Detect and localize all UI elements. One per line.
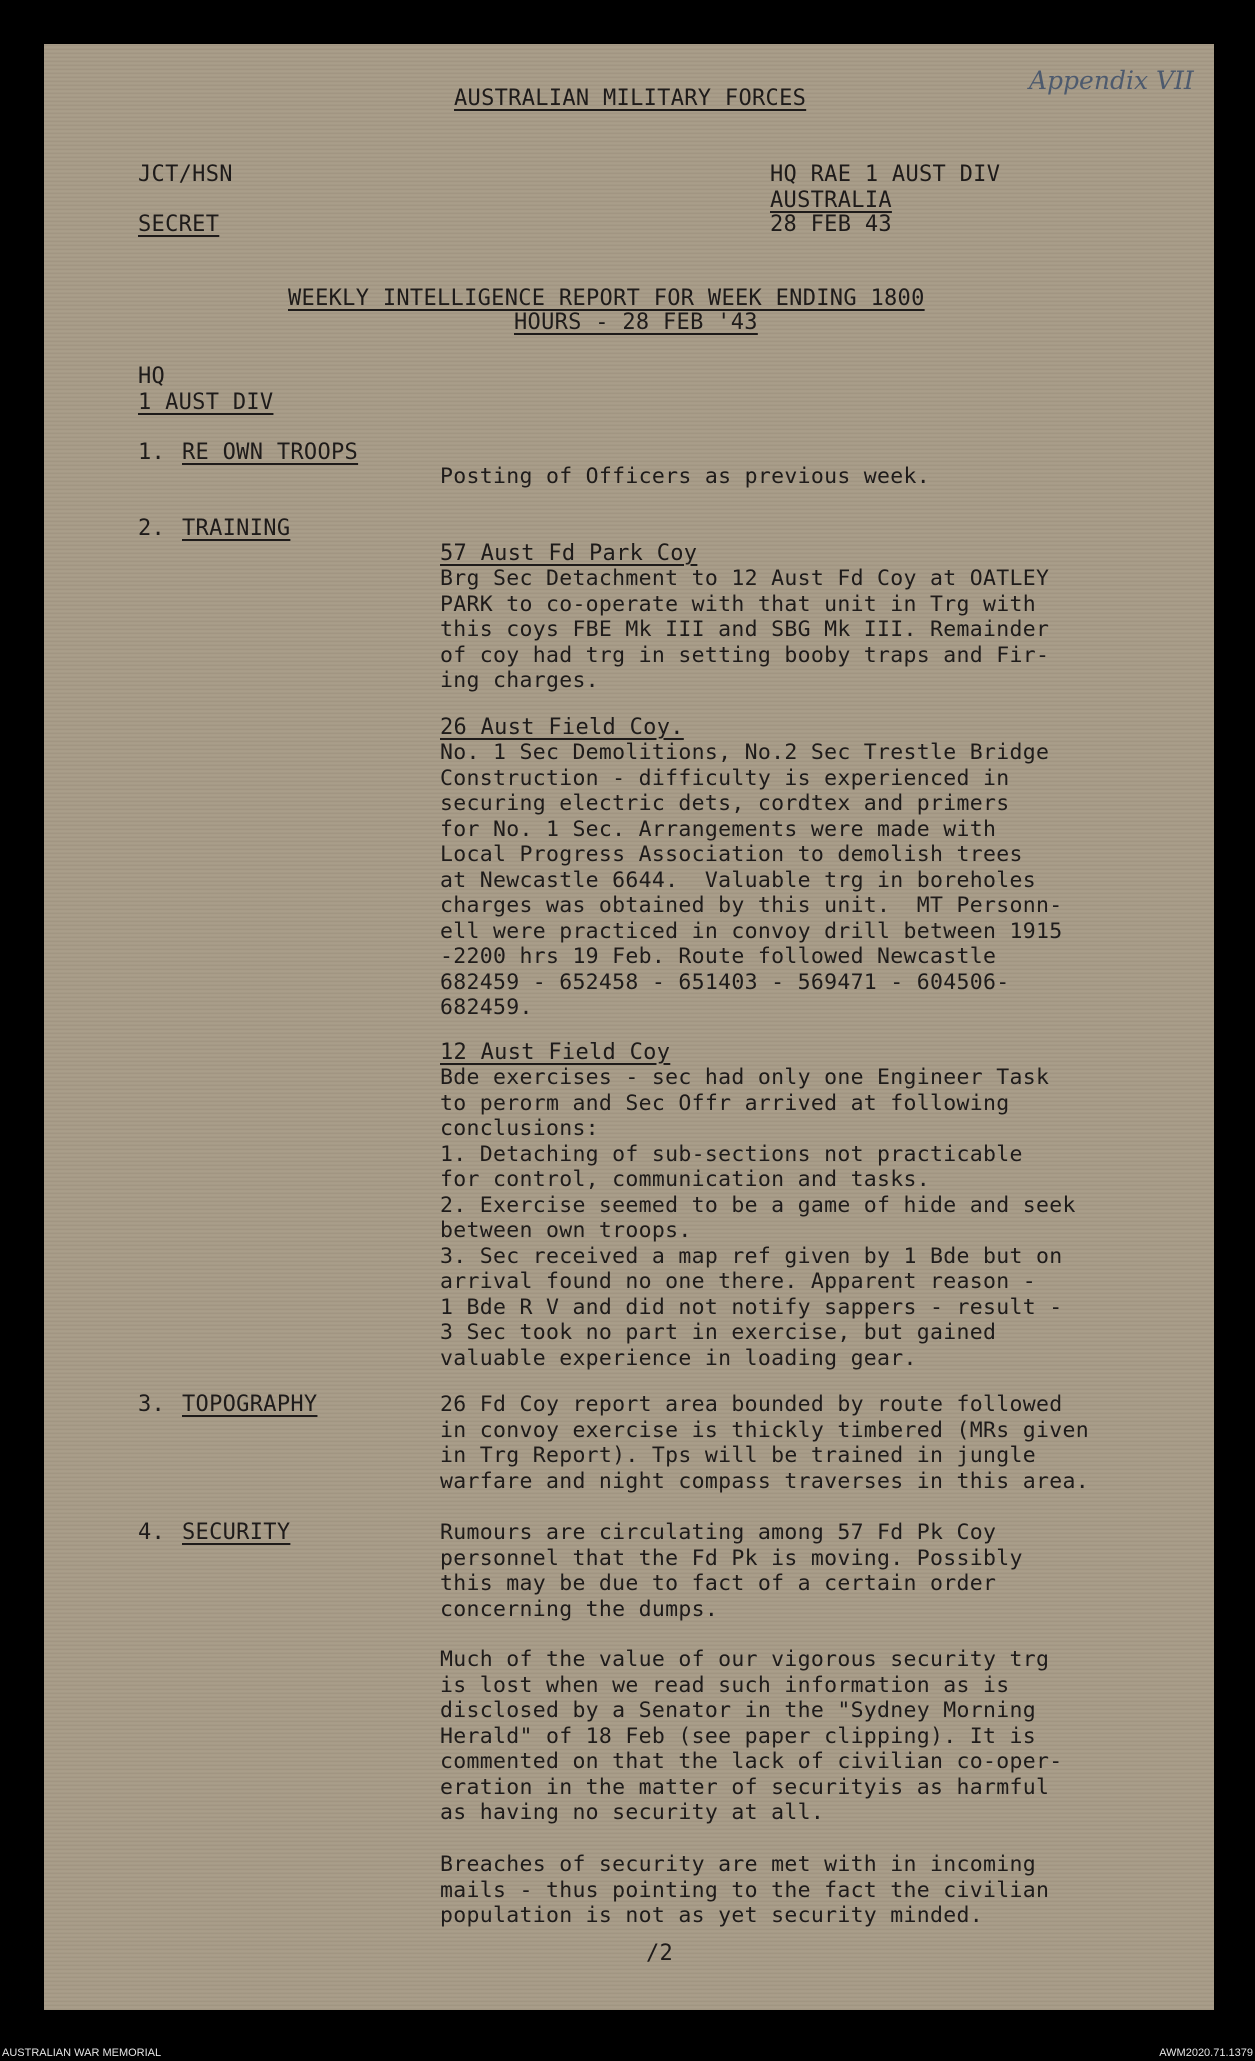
classification-marking: SECRET [138,212,220,237]
page-continuation-marker: /2 [646,1941,674,1966]
unit-57-text: Brg Sec Detachment to 12 Aust Fd Coy at OATLEY PARK to co-operate with that unit in Trg with this coys FBE Mk III and SBG Mk III. Remainder of coy had trg in setting booby traps and Fir- ing charges. [440,566,1050,693]
footer-archive-name: AUSTRALIAN WAR MEMORIAL [2,2047,162,2059]
unit-26-text: No. 1 Sec Demolitions, No.2 Sec Trestle Bridge Construction - difficulty is experienced in securing electric dets, cordtex and primers for No. 1 Sec. Arrangements were made with Local Progress Association to demolish trees at Newcastle 6644. Valuable trg in boreholes charges was obtained by this unit. MT Personn- ell were practiced in convoy drill between 1915 -2200 hrs 19 Feb. Route followed Newcastle 682459 - 652458 - 651403 - 569471 - 604506- 682459. [440,740,1063,1020]
section-2-number: 2. [138,516,166,541]
reference-code: JCT/HSN [138,162,233,187]
unit-12-title: 12 Aust Field Coy [440,1040,671,1065]
section-4-paragraph-3: Breaches of security are met with in incoming mails - thus pointing to the fact the civilian population is not as yet security minded. [440,1852,1050,1928]
unit-12-text: Bde exercises - sec had only one Engineer Task to perorm and Sec Offr arrived at following conclusions: 1. Detaching of sub-sections not practicable for control, communication and tasks. 2. Exercise seemed to be a game of hide and seek between own troops. 3. Sec received a map ref given by 1 Bde but on arrival found no one there. Apparent reason - 1 Bde R V and did not notify sappers - result - 3 Sec took no part in exercise, but gained valuable experience in loading gear. [440,1065,1076,1371]
report-title-line-1: WEEKLY INTELLIGENCE REPORT FOR WEEK ENDING 1800 [288,286,925,311]
section-2-title: TRAINING [182,516,291,541]
section-1-title: RE OWN TROOPS [182,440,359,465]
section-4-paragraph-1: Rumours are circulating among 57 Fd Pk Coy personnel that the Fd Pk is moving. Possibly this may be due to fact of a certain order concerning the dumps. [440,1520,1023,1622]
from-unit: HQ RAE 1 AUST DIV [770,162,1001,187]
handwritten-annotation: Appendix VII [1029,66,1194,95]
section-4-title: SECURITY [182,1520,291,1545]
section-1-text: Posting of Officers as previous week. [440,464,931,489]
section-3-number: 3. [138,1392,166,1417]
section-3-text: 26 Fd Coy report area bounded by route followed in convoy exercise is thickly timbered (MRs given in Trg Report). Tps will be trained in jungle warfare and night compass traverses in this area. [440,1392,1089,1494]
addressee-line-2: 1 AUST DIV [138,390,274,415]
report-date: 28 FEB 43 [770,212,892,237]
section-3-title: TOPOGRAPHY [182,1392,318,1417]
location: AUSTRALIA [770,188,892,213]
section-1-number: 1. [138,440,166,465]
footer-accession-number: AWM2020.71.1379 [1159,2047,1253,2059]
unit-57-title: 57 Aust Fd Park Coy [440,541,698,566]
document-heading: AUSTRALIAN MILITARY FORCES [454,86,807,111]
unit-26-title: 26 Aust Field Coy. [440,715,684,740]
document-page [44,44,1214,2010]
report-title-line-2: HOURS - 28 FEB '43 [514,310,758,335]
section-4-number: 4. [138,1520,166,1545]
addressee-line-1: HQ [138,364,166,389]
section-4-paragraph-2: Much of the value of our vigorous security trg is lost when we read such information as is disclosed by a Senator in the "Sydney Morning Herald" of 18 Feb (see paper clipping). It is commented on that the lack of civilian co-oper- eration in the matter of securityis as harmful as having no security at all. [440,1647,1063,1825]
